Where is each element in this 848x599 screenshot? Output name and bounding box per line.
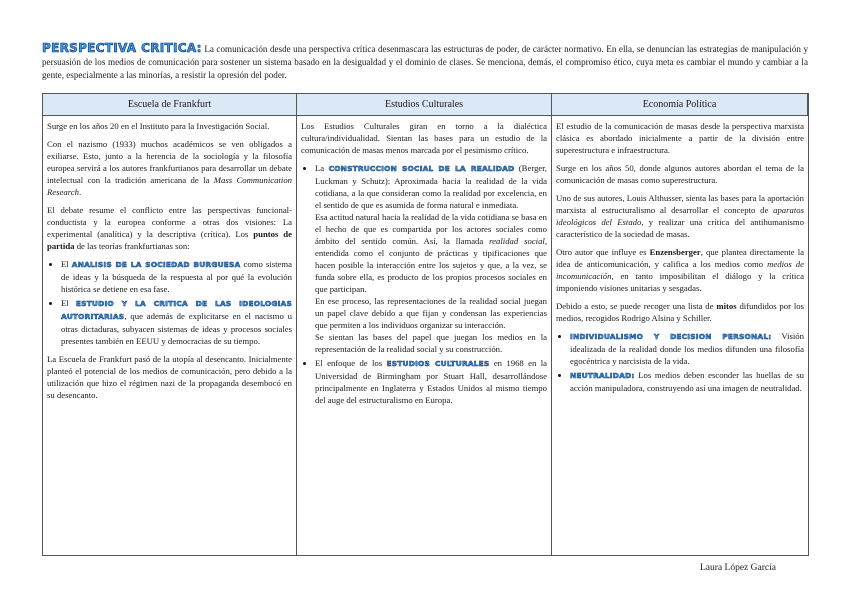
economia-p3: Uno de sus autores, Louis Althusser, sienta las bases para la aportación marxista al estructuralismo al desarrollar el concepto de aparatos ideológicos del Estado, y realizar una crítica del antihumanismo característico de la sociedad de masas.: [556, 193, 804, 239]
culturales-sub2: En ese proceso, las representaciones de la realidad social juegan un papel clave debido a que fijan y condensan las experiencias que permiten a los individuos organizar su interacción.: [315, 296, 547, 330]
frankfurt-p2: Con el nazismo (1933) muchos académicos se ven obligados a exiliarse. Esto, junto a la herencia de la sociología y la filosofía europea servirá a los autores frankfurtianos para desarrollar un debate intelectual con la tradición americana de la Mass Communication Research.: [47, 139, 292, 197]
keyword: INDIVIDUALISMO Y DECISION PERSONAL:: [570, 332, 772, 341]
keyword: NEUTRALIDAD:: [570, 371, 635, 380]
keyword: ANALISIS DE LA SOCIEDAD BURGUESA: [71, 260, 241, 269]
list-item: • NEUTRALIDAD: Los medios deben esconder las huellas de su acción manipuladora, construyendo así una imagen de neutralidad.: [570, 369, 804, 394]
list-item: • La CONSTRUCCION SOCIAL DE LA REALIDAD (Berger, Luckman y Schutz): Aproximada hacia la realidad de la vida cotidiana, a la que consideran como la realidad por excelencia, en el sentido de que es asumida de forma natural e inmediata. Esa actitud natural hacia la realidad de la vida cotidiana se basa en el hecho de que es compartida por los actores sociales como ámbito del sentido común. Así, la llamada realidad social, entendida como el conjunto de prácticas y tipificaciones que hacen posible la interacción entre los sujetos y que, a la vez, se funda sobre ella, es producto de los propios procesos sociales en que participan. En ese proceso, las representaciones de la realidad social juegan un papel clave debido a que fijan y condensan las experiencias que permiten a los individuos organizar su interacción. Se sientan las bases del papel que juegan los medios en la representación de la realidad social y su construcción.: [315, 162, 547, 355]
list-item: • El enfoque de los ESTUDIOS CULTURALES en 1968 en la Universidad de Birmingham por Stuart Hall, desarrollándose principalmente en Inglaterra y Estados Unidos al mismo tiempo del auge del estructuralismo en Europa.: [315, 357, 547, 406]
culturales-sub3: Se sientan las bases del papel que juegan los medios en la representación de la realidad social y su construcción.: [315, 332, 547, 354]
header-economia-politica: Economía Política: [552, 94, 808, 116]
keyword: ESTUDIOS CULTURALES: [386, 359, 490, 368]
header-frankfurt: Escuela de Frankfurt: [43, 94, 297, 116]
cell-frankfurt: [43, 116, 297, 555]
economia-p4: Otro autor que influye es Enzensberger, que plantea directamente la idea de anticomunicación, y califica a los medios como medios de incomunicación, en tanto imposibilitan el diálogo y la crítica imponiendo visiones unitarias y sesgadas.: [556, 247, 804, 293]
intro-text: La comunicación desde una perspectiva crítica desenmascara las estructuras de poder, de carácter normativo. En ella, se denuncian las estrategias de manipulación y persuasión de los medios de comunicación para sostener un sistema basado en la desigualdad y el dominio de clases. Se menciona, demás, el compromiso ético, cuya meta es cambiar el mundo y cambiar a la gente, especialmente a las minorías, a resistir la opresión del poder.: [42, 44, 809, 80]
cell-estudios-culturales: [297, 116, 552, 555]
economia-p2: Surge en los años 50, donde algunos autores abordan el tema de la comunicación de masas como superestructura.: [556, 163, 804, 185]
intro-paragraph: [42, 42, 808, 82]
culturales-p1: Los Estudios Culturales giran en torno a la dialéctica cultura/individualidad. Sientan las bases para un estudio de la comunicación de masas menos marcada por el pesimismo crítico.: [301, 121, 547, 155]
header-estudios-culturales: Estudios Culturales: [297, 94, 552, 116]
culturales-sub1: Esa actitud natural hacia la realidad de la vida cotidiana se basa en el hecho de que es compartida por los actores sociales como ámbito del sentido común. Así, la llamada realidad social, entendida como el conjunto de prácticas y tipificaciones que hacen posible la interacción entre los sujetos y que, a la vez, se funda sobre ella, es producto de los propios procesos sociales en que participan.: [315, 212, 547, 294]
cell-economia-politica: [552, 116, 808, 555]
author-footer: Laura López García: [700, 563, 776, 573]
section-heading: PERSPECTIVA CRITICA:: [42, 41, 202, 55]
keyword: ESTUDIO Y LA CRITICA DE LAS IDEOLOGIAS AUTORITARIAS: [61, 299, 292, 321]
economia-p5: Debido a esto, se puede recoger una lista de mitos difundidos por los medios, recogidos Rodrigo Alsina y Schiller.: [556, 301, 804, 323]
list-item: • El ESTUDIO Y LA CRITICA DE LAS IDEOLOGIAS AUTORITARIAS, que además de explicitarse en el nacismo u otras dictaduras, subyacen sistemas de ideas y procesos sociales presentes también en EEUU y democracias de su tiempo.: [61, 297, 292, 347]
culturales-bullets: [301, 162, 547, 406]
frankfurt-p1: Surge en los años 20 en el Instituto para la Investigación Social.: [47, 121, 270, 131]
frankfurt-p3: El debate resume el conflicto entre las perspectivas funcional-conductista y la europea conforme a otras dos visiones: La experimental (analítica) y la descriptiva (crítica). Los puntos de partida de las teorías frankfurtianas son:: [47, 205, 292, 251]
list-item: • El ANALISIS DE LA SOCIEDAD BURGUESA como sistema de ideas y la búsqueda de la respuesta al por qué la evolución histórica se detiene en esa fase.: [61, 258, 292, 295]
keyword: CONSTRUCCION SOCIAL DE LA REALIDAD: [328, 164, 515, 173]
list-item: • INDIVIDUALISMO Y DECISION PERSONAL: Visión idealizada de la realidad donde los medios difunden una filosofía egocéntrica y narcisista de la vida.: [570, 330, 804, 367]
economia-p1: El estudio de la comunicación de masas desde la perspectiva marxista clásica es abordado inicialmente a partir de la división entre superestructura e infraestructura.: [556, 121, 804, 155]
economia-bullets: [556, 330, 804, 394]
frankfurt-p4: La Escuela de Frankfurt pasó de la utopía al desencanto. Inicialmente planteó el potencial de los medios de comunicación, pero debido a la utilización que hizo el régimen nazi de la propaganda desembocó en su desencanto.: [47, 354, 292, 400]
comparison-table: [42, 93, 809, 556]
frankfurt-bullets: [47, 258, 292, 347]
